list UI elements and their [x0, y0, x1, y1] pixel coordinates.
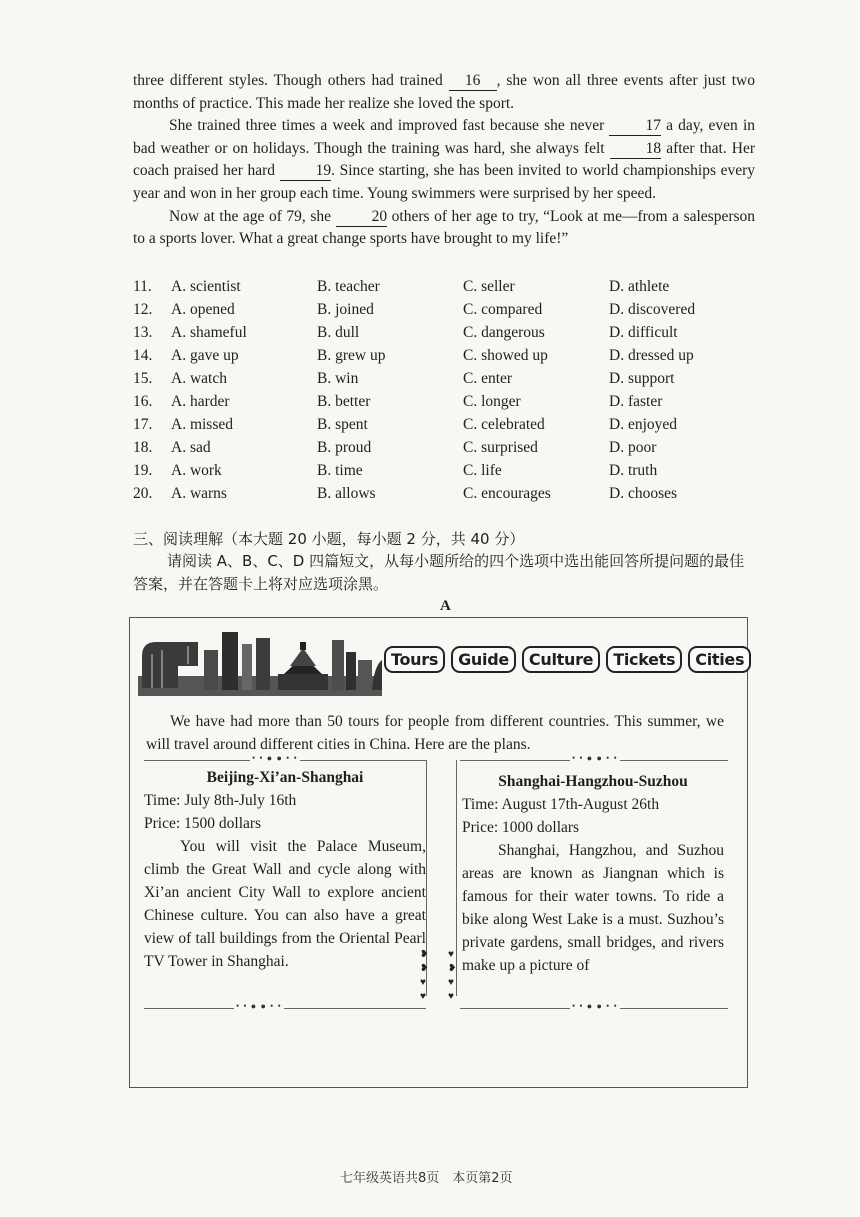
- cloze-passage: [133, 70, 755, 251]
- tour-title: Shanghai-Hangzhou-Suzhou: [498, 773, 688, 790]
- divider: [144, 1008, 426, 1009]
- tour-time: Time: August 17th-August 26th: [462, 796, 660, 813]
- blank-19: 19: [280, 162, 332, 181]
- option-row: [133, 459, 753, 482]
- page-footer: 七年级英语共8页 本页第2页: [340, 1171, 513, 1186]
- question-number: 18.: [133, 438, 153, 456]
- passage-text: three different styles. Though others had trained: [133, 72, 443, 89]
- option-row: [133, 367, 753, 390]
- question-number: 20.: [133, 484, 153, 502]
- tour-description: Shanghai, Hangzhou, and Suzhou areas are known as Jiangnan which is famous for their water towns. To ride a bike along West Lake is a must. Suzhou’s private gardens, small bridges, and rivers make up a picture of: [462, 842, 724, 974]
- option-a: A. opened: [171, 300, 235, 318]
- option-row: [133, 275, 753, 298]
- blank-20: 20: [336, 208, 388, 227]
- option-d: D. enjoyed: [609, 415, 678, 433]
- tour-description: You will visit the Palace Museum, climb the Great Wall and cycle along with Xi’an ancient City Wall to explore ancient Chinese culture. You can also have a great view of tall buildings from the Oriental Pearl TV Tower in Shanghai.: [144, 838, 426, 970]
- option-c: C. dangerous: [463, 323, 545, 341]
- option-b: B. grew up: [317, 346, 386, 364]
- option-c: C. life: [463, 461, 502, 479]
- tour-right: [462, 770, 724, 977]
- option-b: B. better: [317, 392, 371, 410]
- blank-16: 16: [449, 72, 497, 91]
- option-c: C. encourages: [463, 484, 551, 502]
- tab-tickets[interactable]: Tickets: [606, 646, 682, 673]
- question-number: 12.: [133, 300, 153, 318]
- tour-time: Time: July 8th-July 16th: [144, 792, 297, 809]
- option-c: C. seller: [463, 277, 515, 295]
- option-a: A. scientist: [171, 277, 241, 295]
- option-b: B. joined: [317, 300, 374, 318]
- instruction-text: 请阅读 A、B、C、D 四篇短文，从每小题所给的四个选项中选出能回答所提问题的最佳答案，并在答题卡上将对应选项涂黑。: [133, 552, 745, 593]
- blank-18: 18: [610, 140, 662, 159]
- section-instruction: [133, 550, 753, 596]
- blank-17: 17: [609, 117, 661, 136]
- option-row: [133, 298, 753, 321]
- option-b: B. dull: [317, 323, 360, 341]
- tour-price: Price: 1000 dollars: [462, 819, 580, 836]
- passage-text: . Since starting, she has been invited to world championships every year and won in her group each time. Young swimmers were surprised by her speed.: [133, 162, 755, 202]
- passage-text: a day, even in bad weather or on holidays. Though the training was hard, she always felt: [133, 117, 756, 157]
- travel-ad: [129, 617, 748, 1088]
- passage-text: She trained three times a week and improved fast because she never: [169, 117, 605, 135]
- option-c: C. enter: [463, 369, 513, 387]
- question-number: 11.: [133, 277, 152, 295]
- option-a: A. shameful: [171, 323, 247, 341]
- passage-letter: A: [440, 598, 451, 614]
- option-c: C. celebrated: [463, 415, 545, 433]
- dots-ornament: • • ● ● • •: [572, 753, 618, 763]
- tour-left: [144, 766, 426, 973]
- question-number: 15.: [133, 369, 153, 387]
- option-d: D. discovered: [609, 300, 696, 318]
- passage-paragraph-3: [133, 206, 755, 251]
- heart-ornament-right: ♥ ❥ ♥ ♥: [448, 949, 457, 1002]
- option-a: A. harder: [171, 392, 230, 410]
- option-c: C. longer: [463, 392, 521, 410]
- option-b: B. proud: [317, 438, 372, 456]
- option-row: [133, 321, 753, 344]
- dots-ornament: • • ● ● • •: [252, 753, 298, 763]
- section-heading: 三、阅读理解（本大题 20 小题，每小题 2 分，共 40 分）: [133, 530, 525, 548]
- option-d: D. dressed up: [609, 346, 694, 364]
- question-number: 17.: [133, 415, 153, 433]
- option-b: B. spent: [317, 415, 368, 433]
- tab-cities[interactable]: Cities: [688, 646, 751, 673]
- dots-ornament: • • ● ● • •: [236, 1001, 282, 1011]
- option-d: D. support: [609, 369, 675, 387]
- question-number: 19.: [133, 461, 153, 479]
- tab-guide[interactable]: Guide: [451, 646, 516, 673]
- option-b: B. time: [317, 461, 363, 479]
- ad-tabs: [384, 646, 751, 673]
- option-a: A. missed: [171, 415, 233, 433]
- option-row: [133, 413, 753, 436]
- option-a: A. warns: [171, 484, 227, 502]
- passage-paragraph-1: [133, 70, 755, 115]
- option-row: [133, 482, 753, 505]
- option-row: [133, 390, 753, 413]
- option-row: [133, 436, 753, 459]
- passage-text: after that. Her coach praised her hard: [133, 139, 756, 180]
- passage-text: , she won all three events after just two months of practice. This made her realize she loved the sport.: [133, 72, 756, 112]
- option-d: D. difficult: [609, 323, 678, 341]
- ad-intro: We have had more than 50 tours for people from different countries. This summer, we will travel around different cities in China. Here are the plans.: [146, 713, 724, 753]
- option-d: D. chooses: [609, 484, 678, 502]
- option-a: A. watch: [171, 369, 227, 387]
- tour-price: Price: 1500 dollars: [144, 815, 262, 832]
- passage-text: others of her age to try, “Look at me—from a salesperson to a sports lover. What a great change sports have brought to my life!”: [133, 207, 756, 248]
- option-b: B. allows: [317, 484, 376, 502]
- option-a: A. gave up: [171, 346, 239, 364]
- heart-ornament-left: ❥ ❥ ♥ ♥: [420, 949, 429, 1002]
- option-d: D. faster: [609, 392, 663, 410]
- answer-options: [133, 275, 753, 505]
- option-d: D. athlete: [609, 277, 670, 295]
- question-number: 14.: [133, 346, 153, 364]
- passage-text: Now at the age of 79, she: [169, 207, 332, 225]
- question-number: 16.: [133, 392, 153, 410]
- tab-culture[interactable]: Culture: [522, 646, 600, 673]
- option-c: C. compared: [463, 300, 543, 318]
- dots-ornament: • • ● ● • •: [572, 1001, 618, 1011]
- option-row: [133, 344, 753, 367]
- option-c: C. showed up: [463, 346, 548, 364]
- passage-paragraph-2: [133, 115, 755, 205]
- option-b: B. teacher: [317, 277, 380, 295]
- tour-title: Beijing-Xi’an-Shanghai: [206, 769, 364, 786]
- option-d: D. poor: [609, 438, 657, 456]
- tab-tours[interactable]: Tours: [384, 646, 445, 673]
- option-c: C. surprised: [463, 438, 538, 456]
- question-number: 13.: [133, 323, 153, 341]
- option-a: A. sad: [171, 438, 211, 456]
- option-b: B. win: [317, 369, 359, 387]
- option-a: A. work: [171, 461, 222, 479]
- city-skyline-banner: [138, 626, 382, 696]
- option-d: D. truth: [609, 461, 658, 479]
